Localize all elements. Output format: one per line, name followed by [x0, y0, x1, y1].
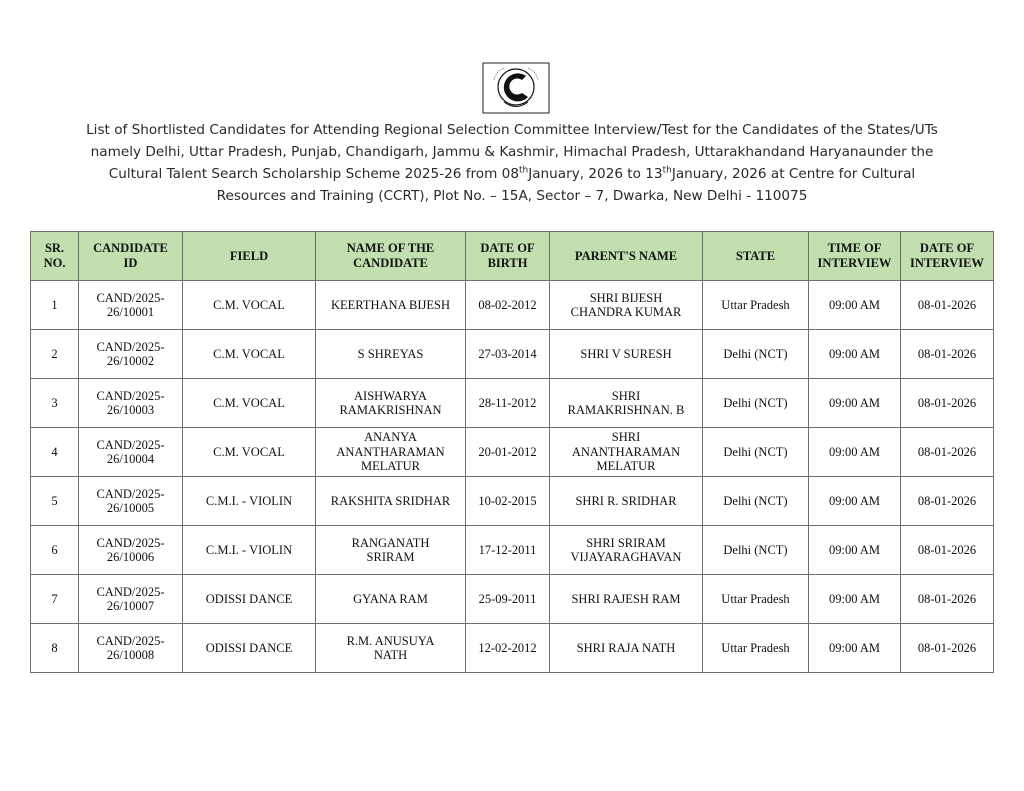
cell-line: 26/10003	[106, 403, 155, 417]
cell-line: 08-01-2026	[917, 591, 977, 606]
table-header-row	[31, 232, 994, 281]
table-row	[31, 281, 994, 330]
cell-line: 1	[51, 297, 58, 312]
cell-line: Delhi (NCT)	[723, 542, 788, 557]
cell-field	[183, 428, 316, 477]
cell-candidate-name	[316, 379, 466, 428]
cell-line: R.M. ANUSUYA	[346, 633, 435, 648]
cell-date-of-birth	[466, 477, 550, 526]
cell-state	[703, 330, 809, 379]
title-line-3-part-a: Cultural Talent Search Scholarship Scheme 2025-26 from 08	[108, 166, 519, 182]
cell-line: C.M.I. - VIOLIN	[205, 542, 293, 557]
cell-line: Delhi (NCT)	[723, 346, 788, 361]
cell-line: 10-02-2015	[478, 493, 537, 508]
cell-line: NO.	[43, 256, 66, 270]
cell-line: CAND/2025-	[96, 584, 165, 599]
cell-candidate-id	[79, 477, 183, 526]
cell-line: ODISSI DANCE	[205, 640, 293, 655]
title-sup-2: th	[662, 165, 672, 176]
cell-line: 26/10001	[106, 305, 155, 319]
cell-line: VIJAYARAGHAVAN	[570, 550, 682, 564]
cell-time-of-interview	[809, 575, 901, 624]
cell-line: RAMAKRISHNAN	[339, 403, 442, 417]
table-row	[31, 477, 994, 526]
cell-line: INTERVIEW	[817, 256, 892, 270]
cell-sr-no	[31, 379, 79, 428]
cell-candidate-name	[316, 526, 466, 575]
header-candidate-id	[79, 232, 183, 281]
cell-line: 09:00 AM	[828, 444, 881, 459]
header-field	[183, 232, 316, 281]
cell-line: 09:00 AM	[828, 591, 881, 606]
cell-time-of-interview	[809, 428, 901, 477]
cell-line: 08-01-2026	[917, 395, 977, 410]
cell-parents-name	[550, 379, 703, 428]
cell-line: DATE OF	[919, 241, 975, 255]
cell-candidate-name	[316, 330, 466, 379]
cell-field	[183, 575, 316, 624]
cell-line: 08-01-2026	[917, 542, 977, 557]
cell-date-of-birth	[466, 526, 550, 575]
table-body	[31, 281, 994, 673]
cell-line: Delhi (NCT)	[723, 444, 788, 459]
cell-line: SHRI RAJA NATH	[576, 640, 676, 655]
cell-line: CAND/2025-	[96, 633, 165, 648]
cell-state	[703, 575, 809, 624]
cell-line: 09:00 AM	[828, 640, 881, 655]
cell-date-of-birth	[466, 624, 550, 673]
cell-line: 25-09-2011	[478, 591, 537, 606]
cell-state	[703, 281, 809, 330]
cell-time-of-interview	[809, 624, 901, 673]
cell-line: GYANA RAM	[353, 591, 428, 606]
cell-line: 26/10002	[106, 354, 155, 368]
title-sup-1: th	[518, 165, 529, 176]
cell-line: ANANTHARAMAN	[571, 444, 681, 459]
cell-line: RAKSHITA SRIDHAR	[330, 493, 451, 508]
cell-line: 08-01-2026	[917, 444, 977, 459]
cell-line: C.M. VOCAL	[213, 297, 285, 312]
header-state	[703, 232, 809, 281]
cell-line: CAND/2025-	[96, 388, 165, 403]
cell-parents-name	[550, 330, 703, 379]
cell-line: ANANTHARAMAN	[336, 444, 445, 459]
cell-candidate-id	[79, 526, 183, 575]
cell-line: CAND/2025-	[96, 535, 165, 550]
cell-line: 08-02-2012	[478, 297, 537, 312]
cell-candidate-id	[79, 428, 183, 477]
cell-field	[183, 379, 316, 428]
cell-line: 17-12-2011	[478, 542, 537, 557]
cell-state	[703, 477, 809, 526]
cell-line: SR.	[44, 241, 65, 255]
cell-line: ANANYA	[364, 430, 417, 445]
cell-line: RANGANATH	[351, 535, 430, 550]
cell-candidate-name	[316, 477, 466, 526]
cell-field	[183, 624, 316, 673]
header-time-of-interview	[809, 232, 901, 281]
cell-line: 09:00 AM	[828, 297, 881, 312]
cell-line: 8	[51, 640, 58, 655]
cell-candidate-id	[79, 575, 183, 624]
cell-line: SRIRAM	[366, 550, 415, 564]
cell-candidate-id	[79, 379, 183, 428]
cell-candidate-id	[79, 330, 183, 379]
cell-line: 3	[51, 395, 58, 410]
cell-field	[183, 281, 316, 330]
cell-parents-name	[550, 281, 703, 330]
cell-field	[183, 526, 316, 575]
cell-line: 26/10006	[106, 550, 155, 564]
cell-candidate-name	[316, 428, 466, 477]
table-row	[31, 379, 994, 428]
cell-date-of-interview	[901, 624, 994, 673]
header-sr-no	[31, 232, 79, 281]
cell-date-of-birth	[466, 575, 550, 624]
cell-line: 26/10007	[106, 599, 155, 613]
cell-line: 20-01-2012	[478, 444, 537, 459]
cell-line: INTERVIEW	[910, 256, 984, 270]
cell-line: SHRI RAJESH RAM	[571, 591, 681, 606]
cell-candidate-id	[79, 624, 183, 673]
header-date-of-birth	[466, 232, 550, 281]
cell-line: C.M. VOCAL	[213, 346, 285, 361]
table-row	[31, 526, 994, 575]
title-line-2: namely Delhi, Uttar Pradesh, Punjab, Chandigarh, Jammu & Kashmir, Himachal Pradesh, Uttarakhandand Haryanaunder the	[90, 144, 934, 160]
cell-state	[703, 526, 809, 575]
cell-line: C.M.I. - VIOLIN	[205, 493, 293, 508]
cell-date-of-birth	[466, 379, 550, 428]
cell-line: KEERTHANA BIJESH	[330, 297, 451, 312]
cell-candidate-id	[79, 281, 183, 330]
cell-line: 6	[51, 542, 58, 557]
cell-time-of-interview	[809, 526, 901, 575]
cell-line: 08-01-2026	[917, 493, 977, 508]
title-line-3-part-c: January, 2026 at Centre for Cultural	[671, 166, 916, 182]
cell-line: TIME OF	[827, 241, 882, 255]
cell-line: ID	[123, 256, 138, 270]
cell-line: ODISSI DANCE	[205, 591, 293, 606]
table-row	[31, 330, 994, 379]
cell-sr-no	[31, 526, 79, 575]
cell-parents-name	[550, 526, 703, 575]
cell-line: CANDIDATE	[353, 256, 428, 270]
table-row	[31, 428, 994, 477]
cell-parents-name	[550, 624, 703, 673]
cell-sr-no	[31, 624, 79, 673]
cell-line: SHRI BIJESH	[589, 290, 663, 305]
cell-line: CAND/2025-	[96, 437, 165, 452]
cell-line: FIELD	[229, 248, 269, 263]
cell-time-of-interview	[809, 379, 901, 428]
cell-date-of-birth	[466, 330, 550, 379]
cell-line: C.M. VOCAL	[213, 395, 285, 410]
header-parents-name	[550, 232, 703, 281]
cell-line: SHRI	[611, 388, 641, 403]
cell-line: STATE	[735, 248, 776, 263]
cell-date-of-interview	[901, 575, 994, 624]
cell-field	[183, 477, 316, 526]
cell-field	[183, 330, 316, 379]
cell-date-of-interview	[901, 477, 994, 526]
cell-date-of-birth	[466, 428, 550, 477]
cell-line: RAMAKRISHNAN. B	[567, 403, 685, 417]
cell-line: SHRI	[611, 430, 641, 445]
cell-sr-no	[31, 330, 79, 379]
cell-line: CAND/2025-	[96, 290, 165, 305]
cell-line: 26/10008	[106, 648, 155, 662]
cell-state	[703, 428, 809, 477]
cell-line: Uttar Pradesh	[721, 640, 790, 655]
cell-line: SHRI SRIRAM	[586, 535, 666, 550]
title-line-3	[60, 163, 964, 185]
cell-line: Uttar Pradesh	[721, 591, 790, 606]
cell-line: BIRTH	[487, 256, 528, 270]
cell-line: 26/10005	[106, 501, 155, 515]
title-line-4: Resources and Training (CCRT), Plot No. – 15A, Sector – 7, Dwarka, New Delhi - 110075	[216, 188, 808, 204]
cell-line: 28-11-2012	[478, 395, 537, 410]
cell-line: Delhi (NCT)	[723, 395, 788, 410]
cell-line: NATH	[373, 648, 408, 662]
table-row	[31, 575, 994, 624]
cell-time-of-interview	[809, 281, 901, 330]
table-row	[31, 624, 994, 673]
cell-candidate-name	[316, 281, 466, 330]
cell-time-of-interview	[809, 477, 901, 526]
cell-line: Uttar Pradesh	[721, 297, 790, 312]
cell-date-of-interview	[901, 428, 994, 477]
title-line-1: List of Shortlisted Candidates for Attending Regional Selection Committee Interview/Test for the Candidates of the States/UTs	[86, 122, 938, 138]
cell-line: CAND/2025-	[96, 486, 165, 501]
cell-line: C.M. VOCAL	[213, 444, 285, 459]
cell-time-of-interview	[809, 330, 901, 379]
cell-date-of-interview	[901, 330, 994, 379]
cell-line: 5	[51, 493, 58, 508]
cell-line: DATE OF	[480, 241, 535, 255]
ccrt-logo	[482, 62, 550, 114]
cell-line: 2	[51, 346, 58, 361]
cell-parents-name	[550, 477, 703, 526]
cell-line: SHRI R. SRIDHAR	[575, 493, 677, 508]
cell-candidate-name	[316, 624, 466, 673]
cell-line: 26/10004	[106, 452, 155, 466]
cell-sr-no	[31, 281, 79, 330]
cell-line: 09:00 AM	[828, 542, 881, 557]
cell-state	[703, 379, 809, 428]
cell-line: CHANDRA KUMAR	[570, 305, 682, 319]
cell-candidate-name	[316, 575, 466, 624]
cell-line: 08-01-2026	[917, 297, 977, 312]
cell-line: 09:00 AM	[828, 346, 881, 361]
cell-line: 08-01-2026	[917, 346, 977, 361]
title-line-3-part-b: January, 2026 to 13	[528, 166, 663, 182]
cell-line: 27-03-2014	[478, 346, 537, 361]
cell-line: 12-02-2012	[478, 640, 537, 655]
document-title	[60, 119, 964, 207]
cell-date-of-interview	[901, 526, 994, 575]
cell-line: MELATUR	[360, 459, 421, 474]
cell-line: 09:00 AM	[828, 493, 881, 508]
cell-line: CAND/2025-	[96, 339, 165, 354]
cell-sr-no	[31, 575, 79, 624]
cell-line: CANDIDATE	[93, 241, 168, 255]
header-date-of-interview	[901, 232, 994, 281]
cell-line: S SHREYAS	[357, 346, 424, 361]
cell-date-of-interview	[901, 379, 994, 428]
cell-line: AISHWARYA	[354, 388, 427, 403]
cell-line: 4	[51, 444, 58, 459]
cell-parents-name	[550, 428, 703, 477]
cell-sr-no	[31, 428, 79, 477]
cell-date-of-birth	[466, 281, 550, 330]
ccrt-logo-icon	[482, 62, 550, 114]
cell-parents-name	[550, 575, 703, 624]
cell-sr-no	[31, 477, 79, 526]
cell-line: MELATUR	[596, 459, 656, 474]
header-candidate-name	[316, 232, 466, 281]
cell-date-of-interview	[901, 281, 994, 330]
cell-line: NAME OF THE	[346, 241, 435, 255]
cell-line: Delhi (NCT)	[723, 493, 788, 508]
cell-line: SHRI V SURESH	[580, 346, 672, 361]
cell-line: PARENT'S NAME	[574, 248, 678, 263]
candidates-table	[30, 231, 994, 673]
cell-line: 7	[51, 591, 58, 606]
cell-line: 08-01-2026	[917, 640, 977, 655]
cell-line: 09:00 AM	[828, 395, 881, 410]
cell-state	[703, 624, 809, 673]
